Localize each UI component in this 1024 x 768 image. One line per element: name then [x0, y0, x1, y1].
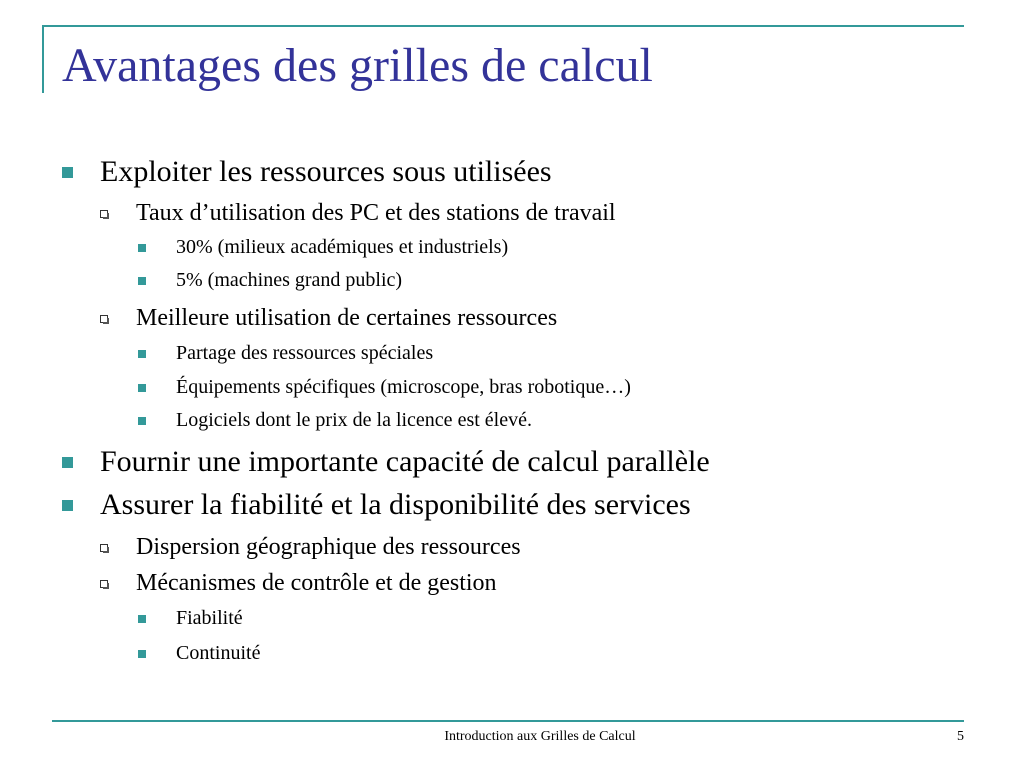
bullet-text: Fournir une importante capacité de calcul parallèle	[100, 445, 710, 478]
filled-square-icon	[138, 417, 146, 425]
page-number: 5	[957, 729, 964, 744]
bullet-text: 30% (milieux académiques et industriels)	[176, 236, 509, 258]
bullet-text: Mécanismes de contrôle et de gestion	[136, 570, 497, 596]
bullet-text: Dispersion géographique des ressources	[136, 534, 521, 560]
filled-square-icon	[138, 277, 146, 285]
bullet-text: Exploiter les ressources sous utilisées	[100, 155, 552, 188]
filled-square-icon	[138, 350, 146, 358]
bullet-text: Partage des ressources spéciales	[176, 342, 434, 364]
hollow-square-icon	[100, 544, 108, 552]
hollow-square-icon	[100, 580, 108, 588]
filled-square-icon	[62, 500, 73, 511]
filled-square-icon	[62, 457, 73, 468]
slide-title: Avantages des grilles de calcul	[62, 39, 653, 92]
bullet-text: Équipements spécifiques (microscope, bras robotique…)	[176, 376, 631, 398]
bullet-text: 5% (machines grand public)	[176, 269, 403, 291]
hollow-square-icon	[100, 315, 108, 323]
bullet-text: Logiciels dont le prix de la licence est élevé.	[176, 409, 532, 431]
filled-square-icon	[138, 650, 146, 658]
bullet-text: Assurer la fiabilité et la disponibilité des services	[100, 488, 691, 521]
filled-square-icon	[62, 167, 73, 178]
bullet-text: Fiabilité	[176, 607, 243, 629]
bullet-text: Continuité	[176, 642, 261, 664]
filled-square-icon	[138, 244, 146, 252]
footer-title: Introduction aux Grilles de Calcul	[444, 729, 636, 744]
bullet-text: Meilleure utilisation de certaines ressources	[136, 305, 558, 331]
hollow-square-icon	[100, 210, 108, 218]
footer-divider	[52, 720, 964, 722]
bullet-text: Taux d’utilisation des PC et des stations de travail	[136, 200, 616, 226]
filled-square-icon	[138, 384, 146, 392]
filled-square-icon	[138, 615, 146, 623]
